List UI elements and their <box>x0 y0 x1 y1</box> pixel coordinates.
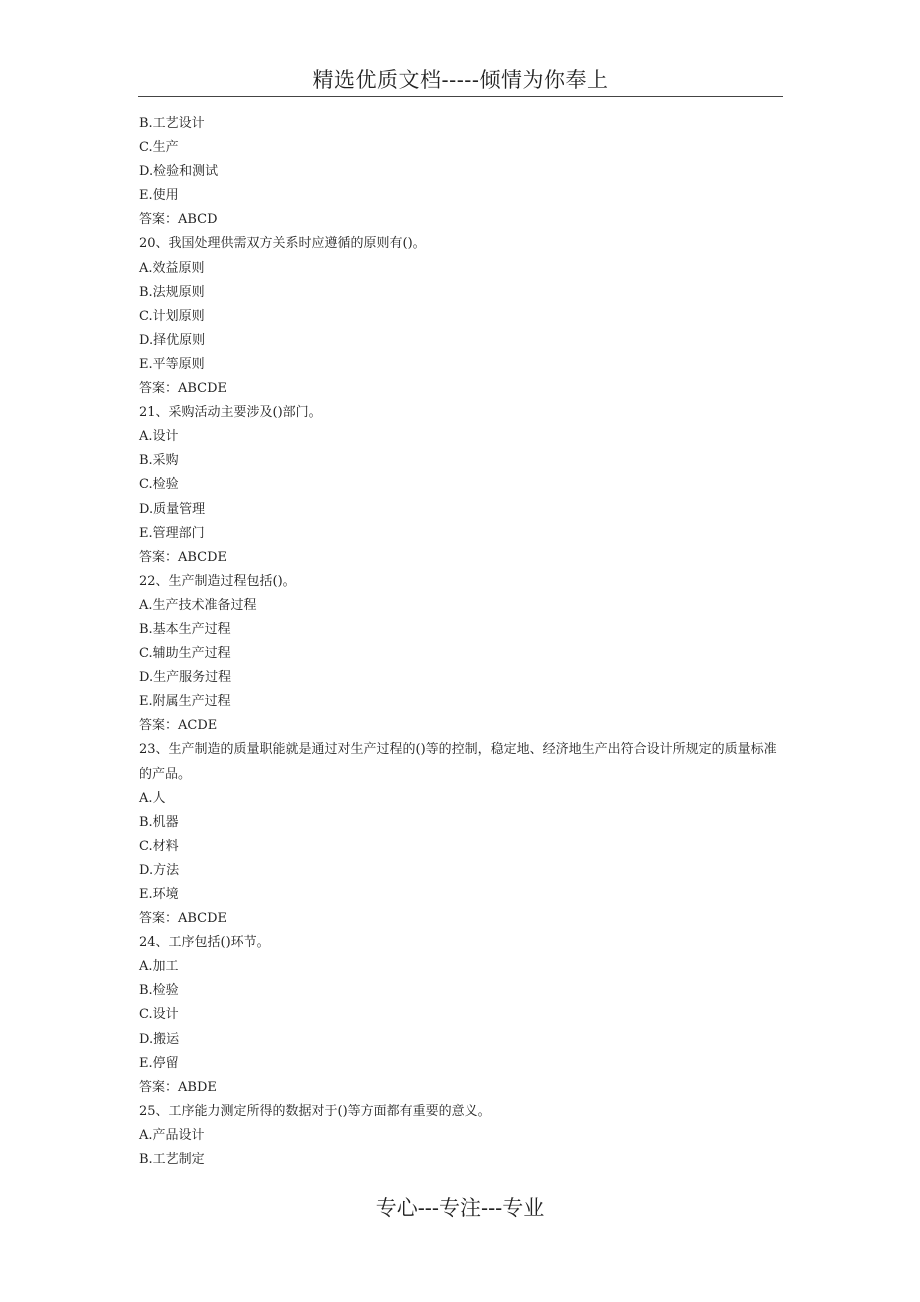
option-line: C.计划原则 <box>139 308 205 324</box>
option-line: E.管理部门 <box>139 525 205 541</box>
question-line: 23、生产制造的质量职能就是通过对生产过程的()等的控制，稳定地、经济地生产出符合设计所规定的质量标准的产品。 <box>139 742 777 782</box>
option-line: C.检验 <box>139 477 179 493</box>
answer-line: 答案：ABCDE <box>139 911 228 927</box>
footer-text: 专心---专注---专业 <box>375 1196 545 1220</box>
option-line: A.产品设计 <box>139 1127 205 1143</box>
option-line: B.工艺设计 <box>139 116 205 131</box>
answer-line: 答案：ABCD <box>139 212 218 228</box>
option-line: B.基本生产过程 <box>139 621 231 637</box>
option-line: C.材料 <box>139 838 179 854</box>
answer-line: 答案：ABDE <box>139 1079 217 1095</box>
option-line: B.机器 <box>139 814 179 830</box>
option-line: D.方法 <box>139 862 180 878</box>
document-body <box>139 112 779 1172</box>
page-header <box>138 66 783 97</box>
option-line: A.效益原则 <box>139 260 205 276</box>
option-line: E.平等原则 <box>139 356 205 372</box>
answer-line: 答案：ACDE <box>139 718 218 734</box>
option-line: A.设计 <box>139 429 179 445</box>
question-line: 22、生产制造过程包括()。 <box>139 573 296 589</box>
option-line: E.使用 <box>139 188 179 204</box>
option-line: E.停留 <box>139 1055 179 1071</box>
option-line: D.生产服务过程 <box>139 670 232 686</box>
option-line: B.采购 <box>139 453 179 469</box>
question-line: 25、工序能力测定所得的数据对于()等方面都有重要的意义。 <box>139 1103 491 1119</box>
option-line: C.生产 <box>139 140 179 156</box>
option-line: A.人 <box>139 790 166 806</box>
option-line: B.工艺制定 <box>139 1152 205 1168</box>
question-line: 21、采购活动主要涉及()部门。 <box>139 405 322 421</box>
option-line: A.加工 <box>139 959 179 975</box>
option-line: C.设计 <box>139 1007 179 1023</box>
option-line: C.辅助生产过程 <box>139 646 231 662</box>
answer-line: 答案：ABCDE <box>139 549 228 565</box>
option-line: A.生产技术准备过程 <box>139 597 257 613</box>
question-line: 24、工序包括()环节。 <box>139 935 270 951</box>
option-line: D.检验和测试 <box>139 164 219 180</box>
page-footer <box>0 1194 920 1222</box>
header-title: 精选优质文档-----倾情为你奉上 <box>312 68 609 92</box>
option-line: D.搬运 <box>139 1031 180 1047</box>
option-line: B.检验 <box>139 983 179 999</box>
option-line: E.附属生产过程 <box>139 694 231 710</box>
option-line: B.法规原则 <box>139 284 205 300</box>
option-line: D.择优原则 <box>139 332 206 348</box>
question-line: 20、我国处理供需双方关系时应遵循的原则有()。 <box>139 236 426 252</box>
option-line: D.质量管理 <box>139 501 206 517</box>
option-line: E.环境 <box>139 887 179 902</box>
answer-line: 答案：ABCDE <box>139 381 228 397</box>
